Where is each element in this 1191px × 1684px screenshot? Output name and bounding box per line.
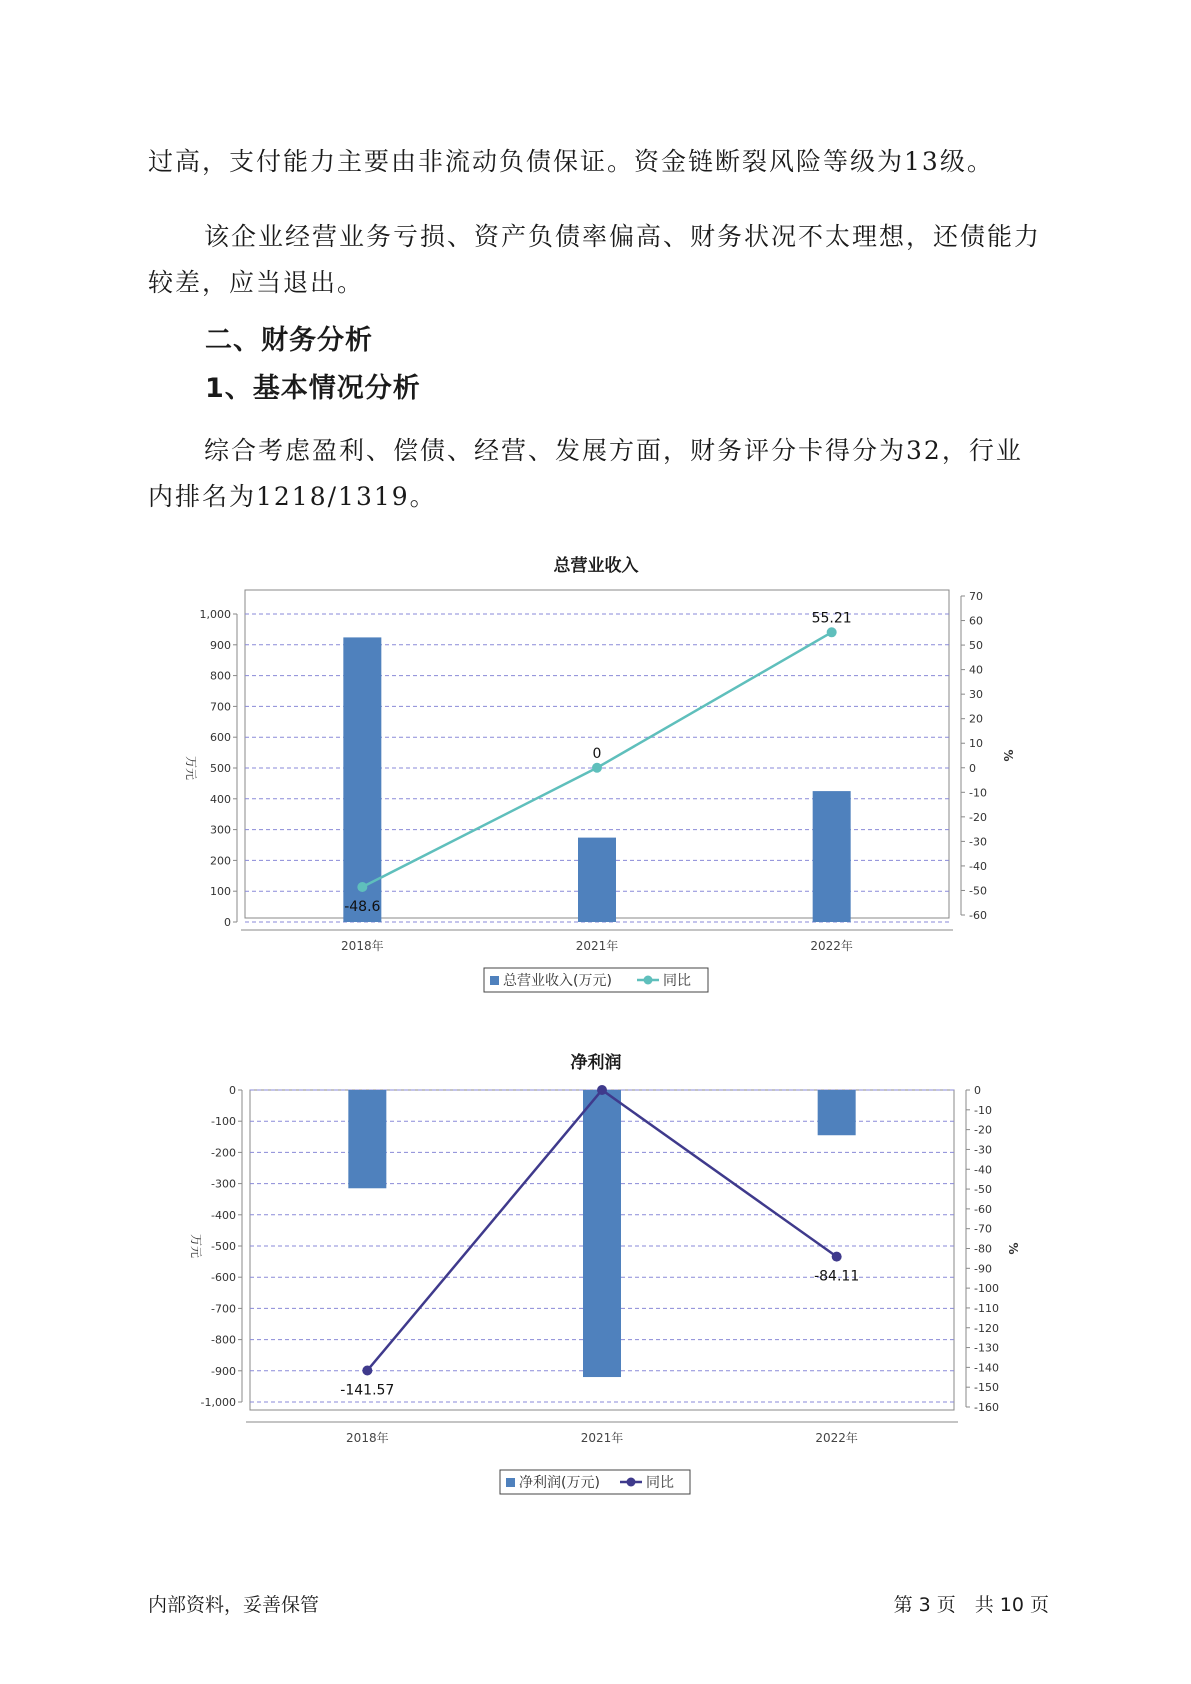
right-tick-label: -30 <box>974 1143 992 1157</box>
left-axis-title: 万元 <box>189 1233 203 1259</box>
right-tick-label: 30 <box>969 688 983 702</box>
left-tick-label: -600 <box>211 1271 236 1285</box>
right-tick-label: -150 <box>974 1381 999 1395</box>
left-tick-label: 700 <box>210 700 231 714</box>
left-tick-label: -800 <box>211 1333 236 1347</box>
right-tick-label: -50 <box>969 884 987 898</box>
paragraph-score: 综合考虑盈利、偿债、经营、发展方面，财务评分卡得分为32，行业内排名为1218/1319。 <box>148 436 1023 511</box>
left-tick-label: 600 <box>210 731 231 745</box>
bar <box>348 1090 386 1188</box>
left-tick-label: 0 <box>224 916 231 929</box>
right-tick-label: -120 <box>974 1321 999 1335</box>
right-tick-label: -100 <box>974 1282 999 1296</box>
bar <box>578 838 616 922</box>
right-tick-label: -60 <box>974 1202 992 1216</box>
left-tick-label: 900 <box>210 638 231 652</box>
right-tick-label: 60 <box>969 614 983 628</box>
paragraph-continuation: 过高，支付能力主要由非流动负债保证。资金链断裂风险等级为13级。 <box>148 147 994 176</box>
right-tick-label: -160 <box>974 1401 999 1414</box>
left-tick-label: 400 <box>210 792 231 806</box>
data-label: 55.21 <box>811 610 852 627</box>
data-label: 0 <box>592 745 602 762</box>
right-tick-label: -20 <box>969 810 987 824</box>
x-tick-label: 2018年 <box>341 939 384 953</box>
right-tick-label: -110 <box>974 1301 999 1315</box>
right-axis-title: % <box>1006 1242 1020 1255</box>
footer-confidential: 内部资料，妥善保管 <box>148 1594 320 1616</box>
right-tick-label: -130 <box>974 1341 999 1355</box>
x-tick-label: 2022年 <box>815 1431 858 1445</box>
right-tick-label: -140 <box>974 1361 999 1375</box>
legend-bar-label: 净利润(万元) <box>519 1475 600 1491</box>
right-tick-label: 50 <box>969 639 983 653</box>
x-tick-label: 2018年 <box>346 1431 389 1445</box>
chart1-title: 总营业收入 <box>553 556 639 576</box>
x-tick-label: 2022年 <box>810 939 853 953</box>
left-tick-label: 100 <box>210 885 231 899</box>
right-tick-label: -90 <box>974 1262 992 1276</box>
yoy-point <box>827 627 837 637</box>
data-label: -48.6 <box>344 899 381 916</box>
left-tick-label: 300 <box>210 823 231 837</box>
left-tick-label: -400 <box>211 1208 236 1222</box>
left-tick-label: -900 <box>211 1364 236 1378</box>
yoy-point <box>592 763 602 773</box>
bar <box>813 791 851 922</box>
yoy-point <box>832 1252 842 1262</box>
legend-line-label: 同比 <box>646 1475 674 1491</box>
left-tick-label: -500 <box>211 1240 236 1253</box>
right-tick-label: 70 <box>969 590 983 603</box>
right-tick-label: -10 <box>969 786 987 800</box>
legend-line-marker <box>627 1478 636 1487</box>
legend-bar-swatch <box>490 976 499 985</box>
legend-line-label: 同比 <box>663 973 691 989</box>
left-tick-label: 0 <box>229 1084 236 1097</box>
right-tick-label: -20 <box>974 1123 992 1137</box>
left-tick-label: 1,000 <box>199 608 231 621</box>
right-tick-label: -40 <box>974 1163 992 1177</box>
right-tick-label: -80 <box>974 1242 992 1256</box>
right-tick-label: -10 <box>974 1103 992 1117</box>
x-tick-label: 2021年 <box>575 939 619 953</box>
subsection-heading: 1、基本情况分析 <box>205 373 421 404</box>
right-tick-label: -50 <box>974 1183 992 1197</box>
revenue-chart <box>0 570 1191 1030</box>
bar <box>818 1090 856 1135</box>
bar <box>583 1090 621 1377</box>
right-tick-label: 10 <box>969 737 983 751</box>
paragraph-conclusion: 该企业经营业务亏损、资产负债率偏高、财务状况不太理想，还债能力较差，应当退出。 <box>148 222 1042 297</box>
left-tick-label: 200 <box>210 854 231 868</box>
right-tick-label: -30 <box>969 835 987 849</box>
data-label: -84.11 <box>814 1268 860 1285</box>
left-tick-label: -300 <box>211 1177 236 1191</box>
right-axis-title: % <box>1001 749 1015 762</box>
left-tick-label: 800 <box>210 669 231 683</box>
right-tick-label: -40 <box>969 859 987 873</box>
right-tick-label: -70 <box>974 1222 992 1236</box>
left-tick-label: -200 <box>211 1146 236 1160</box>
right-tick-label: -60 <box>969 909 987 922</box>
left-axis-title: 万元 <box>184 755 198 781</box>
x-tick-label: 2021年 <box>580 1431 624 1445</box>
yoy-point <box>357 882 367 892</box>
legend-line-marker <box>644 976 653 985</box>
right-tick-label: 0 <box>969 761 976 775</box>
chart2-title: 净利润 <box>570 1053 622 1073</box>
right-tick-label: 40 <box>969 663 983 677</box>
footer-page-number: 第 3 页 共 10 页 <box>893 1594 1049 1616</box>
left-tick-label: -1,000 <box>200 1396 236 1409</box>
left-tick-label: -100 <box>211 1115 236 1129</box>
legend-bar-swatch <box>506 1478 515 1487</box>
section-heading: 二、财务分析 <box>205 325 373 356</box>
yoy-point <box>597 1085 607 1095</box>
net-profit-chart <box>0 1070 1191 1520</box>
data-label: -141.57 <box>340 1382 395 1399</box>
right-tick-label: 20 <box>969 712 983 726</box>
left-tick-label: 500 <box>210 762 231 775</box>
legend-bar-label: 总营业收入(万元) <box>503 973 612 989</box>
left-tick-label: -700 <box>211 1302 236 1316</box>
yoy-point <box>362 1365 372 1375</box>
right-tick-label: 0 <box>974 1084 981 1097</box>
